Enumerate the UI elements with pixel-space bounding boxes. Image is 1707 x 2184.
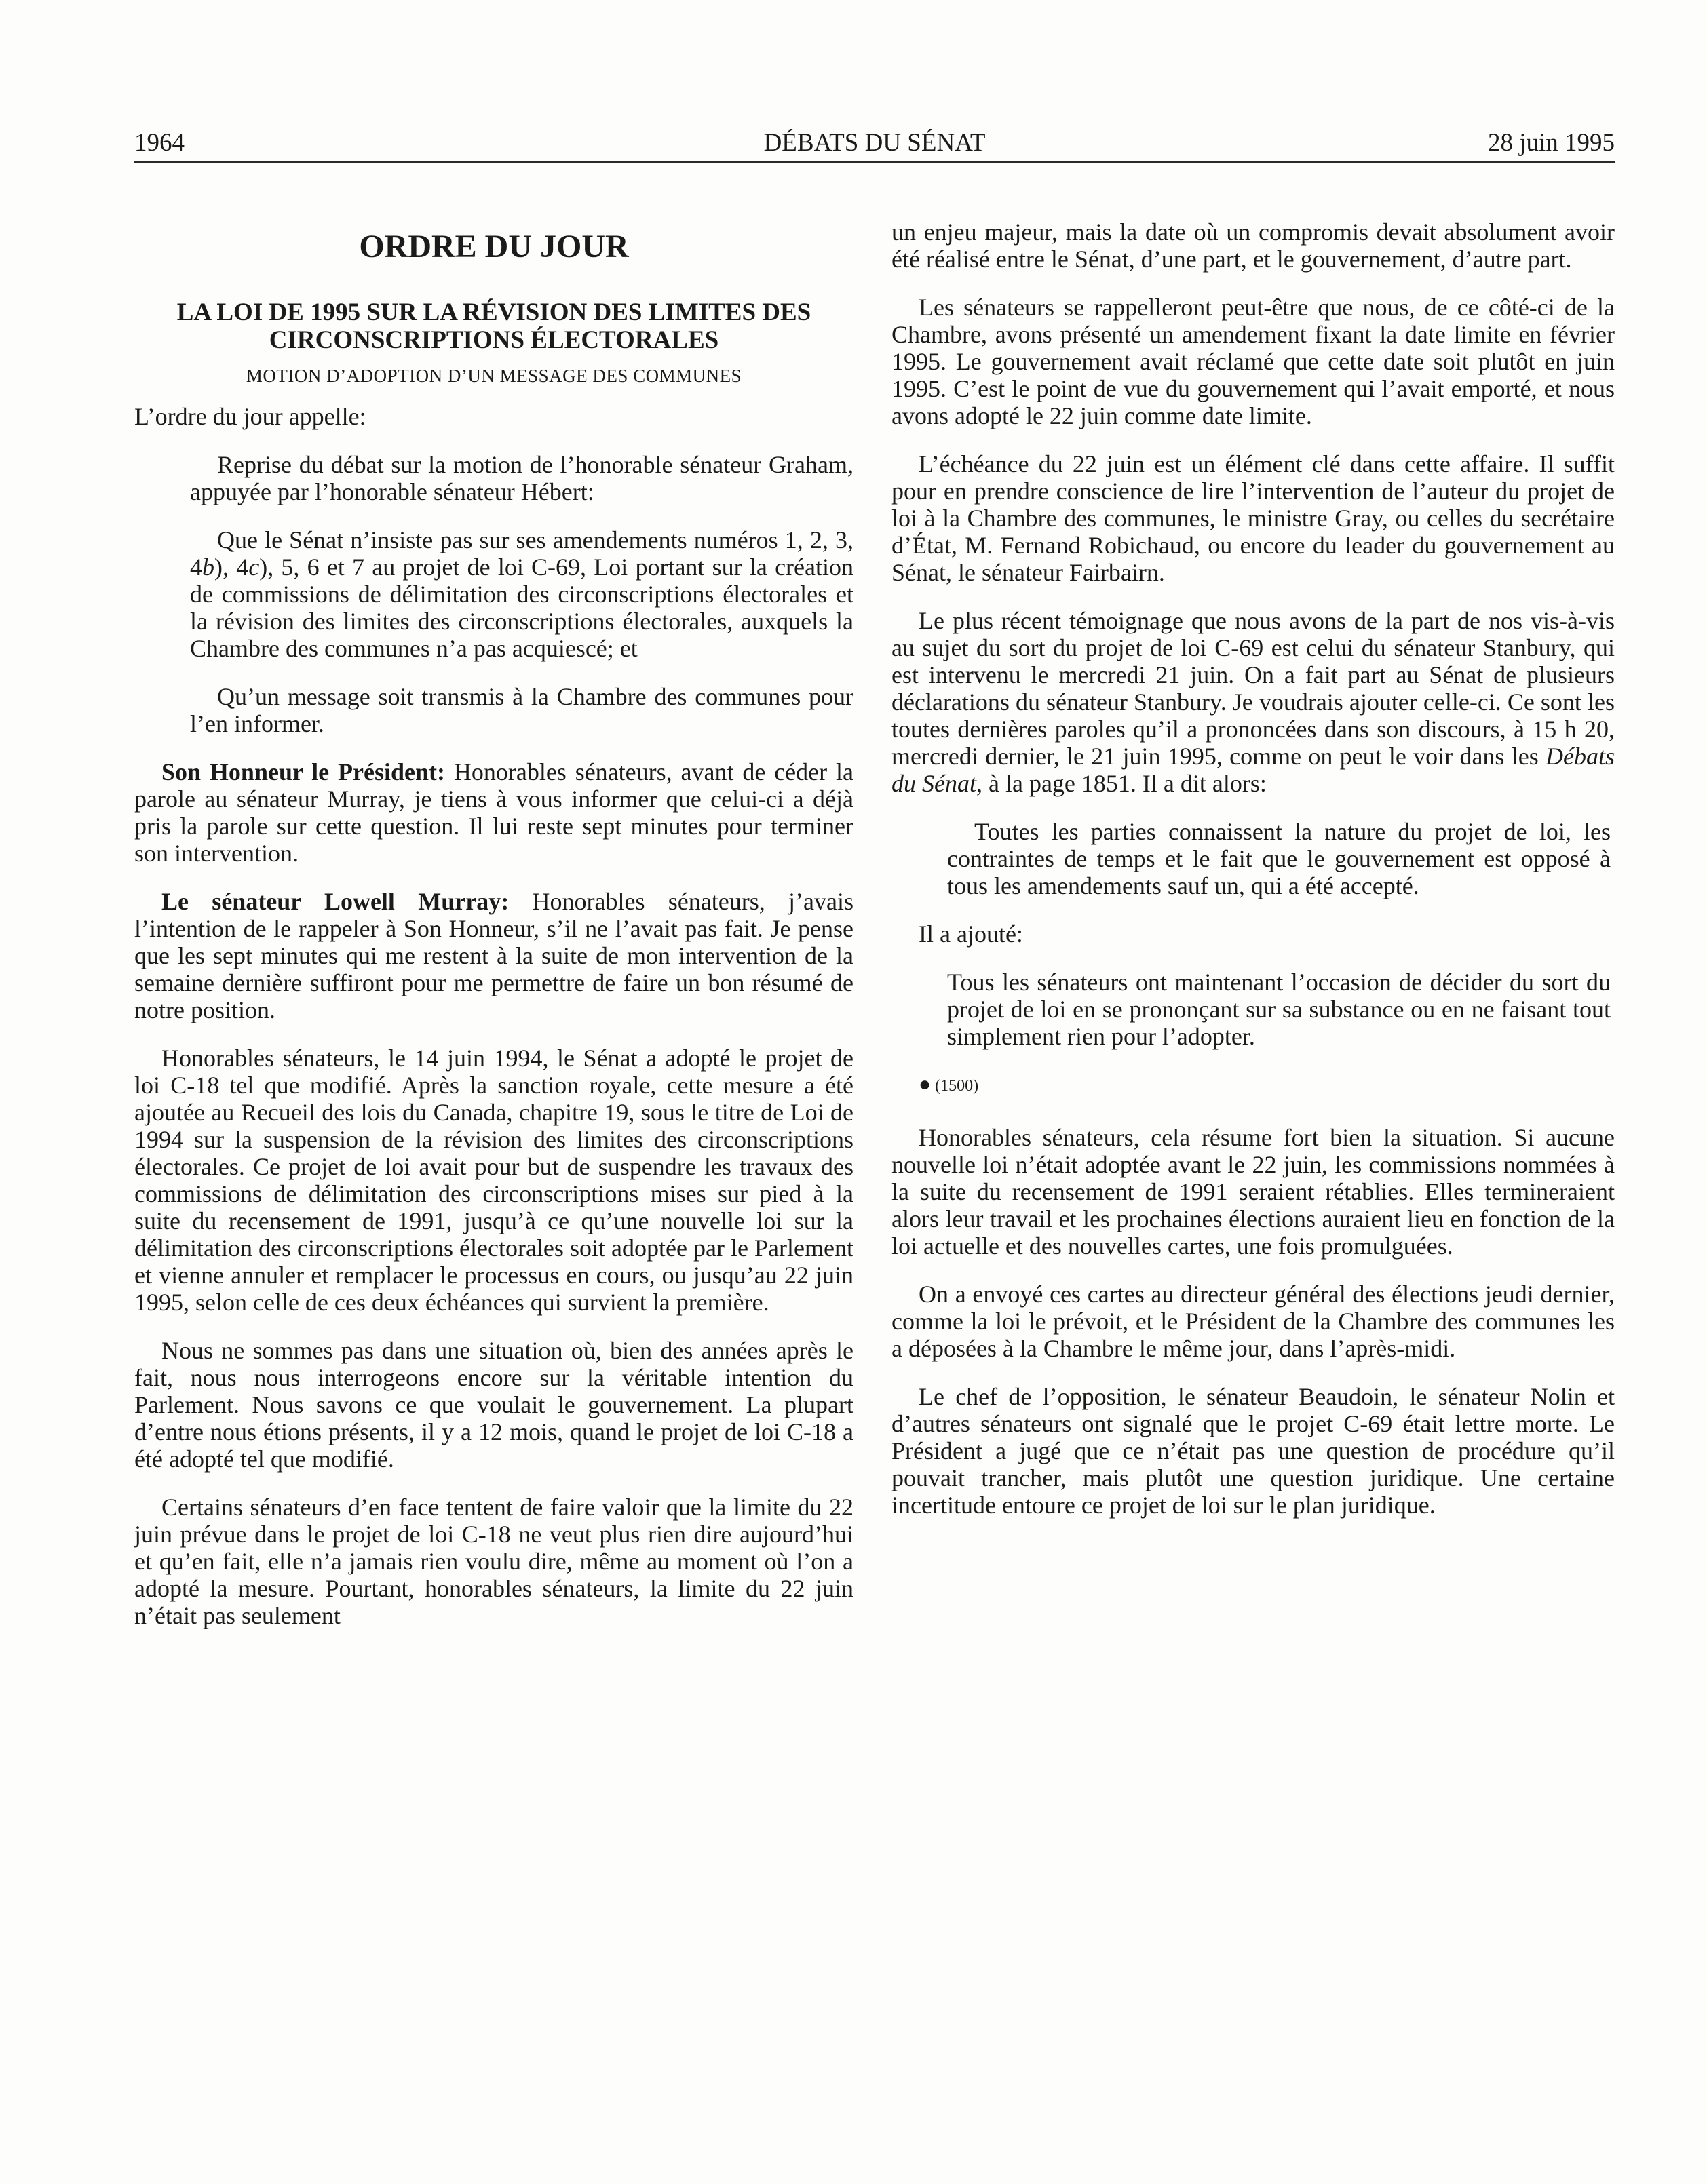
body-text-part: Le plus récent témoignage que nous avons de la part de nos vis-à-vis au sujet du sort du projet de loi C-69 est celui du sénateur Stanbury, qui est intervenu le mercredi 21 juin. On a fait part au Sénat de plusieurs déclarations du sénateur Stanbury. Je voudrais ajouter celle-ci. Ce sont les toutes dernières paroles qu’il a prononcées dans son discours, à 15 h 20, mercredi dernier, le 21 juin 1995, comme on peut le voir dans les: [891, 607, 1615, 770]
time-marker: [919, 1071, 1615, 1099]
speaker-paragraph: [134, 888, 854, 1023]
body-paragraph: Honorables sénateurs, le 14 juin 1994, le Sénat a adopté le projet de loi C-18 tel que modifié. Après la sanction royale, cette mesure a été ajoutée au Recueil des lois du Canada, chapitre 19, sous le titre de Loi de 1994 sur la suspension de la révision des limites des circonscriptions électorales. Ce projet de loi avait pour but de suspendre les travaux des commissions de délimitation des circonscriptions mises sur pied à la suite du recensement de 1991, jusqu’à ce qu’une nouvelle loi sur la délimitation des circonscriptions électorales soit adoptée par le Parlement et vienne annuler et remplacer le processus en cours, ou jusqu’au 22 juin 1995, selon celle de ces deux échéances qui survient la première.: [134, 1045, 854, 1316]
body-paragraph: Honorables sénateurs, cela résume fort bien la situation. Si aucune nouvelle loi n’était adoptée avant le 22 juin, les commissions nommées à la suite du recensement de 1991 seraient rétablies. Elles termineraient alors leur travail et les prochaines élections auraient lieu en fonction de la loi actuelle et des nouvelles cartes, une fois promulguées.: [891, 1124, 1615, 1260]
speaker-paragraph: [134, 758, 854, 867]
time-marker-text: (1500): [935, 1077, 979, 1095]
speaker-name: Le sénateur Lowell Murray:: [161, 888, 510, 915]
section-title: ORDRE DU JOUR: [359, 229, 629, 265]
speaker-text: Honorables sénateurs, j’avais l’intention de le rappeler à Son Honneur, s’il ne l’avait pas fait. Je pense que les sept minutes qui me restent à la suite de mon intervention de la semaine dernière suffiront pour me permettre de faire un bon résumé de notre position.: [134, 888, 854, 1023]
body-paragraph: Les sénateurs se rappelleront peut-être que nous, de ce côté-ci de la Chambre, avons présenté un amendement fixant la date limite en février 1995. Le gouvernement avait réclamé que cette date soit plutôt en juin 1995. C’est le point de vue du gouvernement qui l’avait emporté, et nous avons adopté le 22 juin comme date limite.: [891, 294, 1615, 429]
body-paragraph: Le chef de l’opposition, le sénateur Beaudoin, le sénateur Nolin et d’autres sénateurs ont signalé que le projet C-69 était lettre morte. Le Président a jugé que ce n’était pas une question de procédure qu’il pouvait trancher, mais plutôt une question juridique. Une certaine incertitude entoure ce projet de loi sur le plan juridique.: [891, 1383, 1615, 1519]
block-quote: Toutes les parties connaissent la nature du projet de loi, les contraintes de temps et le fait que le gouvernement est opposé à tous les amendements sauf un, qui a été accepté.: [947, 818, 1611, 899]
body-text-part: , à la page 1851. Il a dit alors:: [976, 770, 1267, 797]
left-column: [134, 218, 854, 1650]
body-paragraph: L’échéance du 22 juin est un élément clé dans cette affaire. Il suffit pour en prendre conscience de lire l’intervention de l’auteur du projet de loi à la Chambre des communes, le ministre Gray, ou celles du secrétaire d’État, M. Fernand Robichaud, ou encore du leader du gouvernement au Sénat, le sénateur Fairbairn.: [891, 450, 1615, 586]
motion-text-part: ), 4: [214, 553, 249, 581]
right-column: [891, 218, 1615, 1540]
motion-resume-paragraph: Reprise du débat sur la motion de l’honorable sénateur Graham, appuyée par l’honorable sénateur Hébert:: [190, 451, 854, 505]
motion-text-part: ), 5, 6 et 7 au projet de loi C-69, Loi portant sur la création de commissions de délimitation des circonscriptions électorales et la révision des limites des circonscriptions électorales, auxquels la Chambre des communes n’a pas acquiescé; et: [190, 553, 854, 662]
body-paragraph: Il a ajouté:: [919, 920, 1023, 948]
motion-text-part: Que le Sénat n’insiste pas sur ses amendements numéros 1, 2, 3, 4: [190, 526, 854, 581]
publication-title: DÉBATS DU SÉNAT: [763, 129, 986, 157]
body-paragraph: [891, 607, 1615, 797]
motion-text-paragraph: [190, 526, 854, 662]
body-paragraph: un enjeu majeur, mais la date où un compromis devait absolument avoir été réalisé entre le Sénat, d’une part, et le gouvernement, d’autre part.: [891, 218, 1615, 273]
motion-text-italic: c: [248, 553, 260, 581]
body-paragraph: On a envoyé ces cartes au directeur général des élections jeudi dernier, comme la loi le prévoit, et le Président de la Chambre des communes les a déposées à la Chambre le même jour, dans l’après-midi.: [891, 1281, 1615, 1362]
speaker-name: Son Honneur le Président:: [161, 758, 445, 785]
speaker-text: Honorables sénateurs, avant de céder la parole au sénateur Murray, je tiens à vous informer que celui-ci a déjà pris la parole sur cette question. Il lui reste sept minutes pour terminer son intervention.: [134, 758, 854, 867]
page-header: [134, 126, 1615, 163]
order-of-day-paragraph: L’ordre du jour appelle:: [134, 403, 366, 430]
block-quote: Tous les sénateurs ont maintenant l’occasion de décider du sort du projet de loi en se prononçant sur sa substance ou en ne faisant tout simplement rien pour l’adopter.: [947, 969, 1611, 1050]
publication-reference: Débats du Sénat: [891, 743, 1615, 797]
bill-title: LA LOI DE 1995 SUR LA RÉVISION DES LIMITES DES CIRCONSCRIPTIONS ÉLECTORALES: [176, 298, 811, 354]
page-date: 28 juin 1995: [1487, 129, 1615, 157]
motion-message-paragraph: Qu’un message soit transmis à la Chambre des communes pour l’en informer.: [190, 683, 854, 737]
body-paragraph: Certains sénateurs d’en face tentent de faire valoir que la limite du 22 juin prévue dans le projet de loi C-18 ne veut plus rien dire aujourd’hui et qu’en fait, elle n’a jamais rien voulu dire, même au moment où l’on a adopté la mesure. Pourtant, honorables sénateurs, la limite du 22 juin n’était pas seulement: [134, 1494, 854, 1629]
bullet-icon: ●: [919, 1073, 932, 1095]
motion-text-italic: b: [202, 553, 214, 581]
motion-heading: MOTION D’ADOPTION D’UN MESSAGE DES COMMUNES: [246, 366, 742, 386]
page-number: 1964: [134, 129, 185, 157]
body-paragraph: Nous ne sommes pas dans une situation où, bien des années après le fait, nous nous interrogeons encore sur la véritable intention du Parlement. Nous savons ce que voulait le gouvernement. La plupart d’entre nous étions présents, il y a 12 mois, quand le projet de loi C-18 a été adopté tel que modifié.: [134, 1337, 854, 1473]
